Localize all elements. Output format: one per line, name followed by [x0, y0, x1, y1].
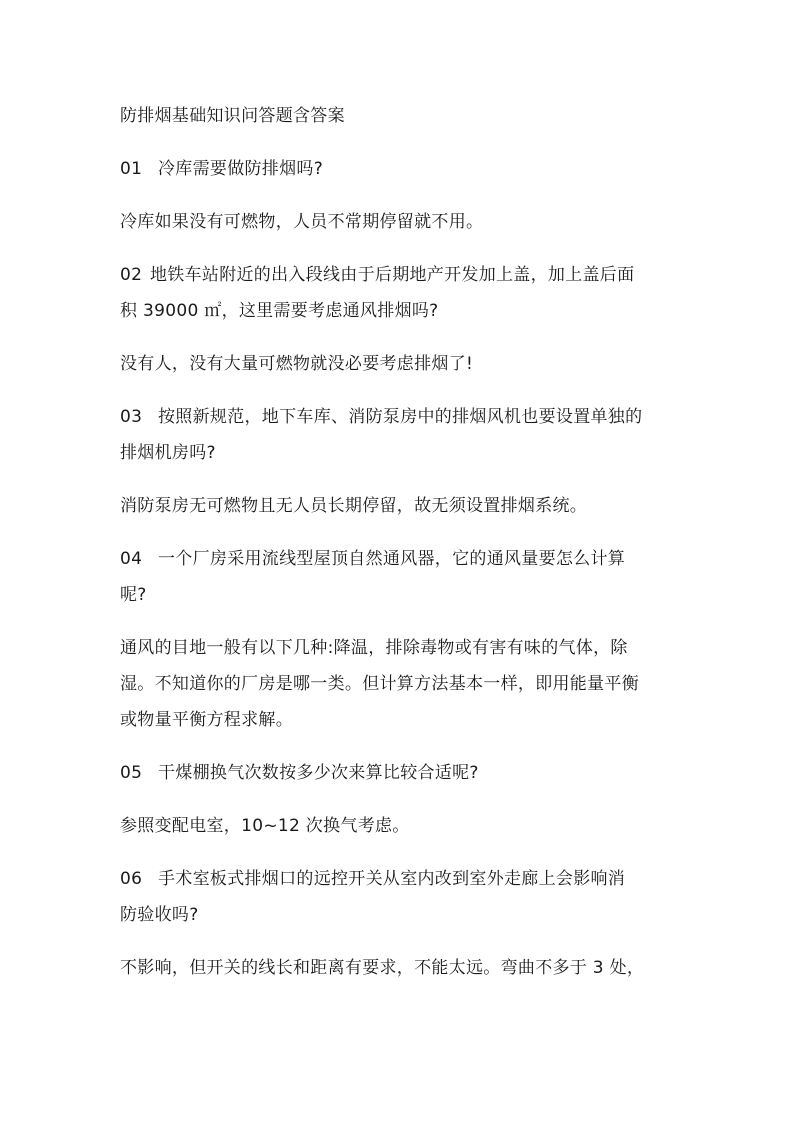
question-06	[120, 861, 680, 897]
document-body	[120, 98, 680, 986]
question-text: 干煤棚换气次数按多少次来算比较合适呢?	[158, 763, 479, 783]
question-01	[120, 151, 680, 187]
question-number: 05	[120, 763, 143, 783]
question-02	[120, 257, 680, 293]
question-number: 04	[120, 549, 143, 569]
document-title: 防排烟基础知识问答题含答案	[120, 106, 345, 126]
answer-02: 没有人，没有大量可燃物就没必要考虑排烟了!	[120, 354, 474, 374]
question-text: 一个厂房采用流线型屋顶自然通风器，它的通风量要怎么计算	[158, 549, 626, 569]
answer-04-line-2: 湿。不知道你的厂房是哪一类。但计算方法基本一样，即用能量平衡	[120, 674, 639, 694]
question-05	[120, 755, 680, 791]
question-number: 01	[120, 159, 143, 179]
question-04	[120, 541, 680, 577]
question-03	[120, 399, 680, 435]
question-text: 冷库需要做防排烟吗?	[158, 159, 324, 179]
answer-04-line-3: 或物量平衡方程求解。	[120, 710, 293, 730]
question-number: 02	[120, 265, 143, 285]
answer-01: 冷库如果没有可燃物，人员不常期停留就不用。	[120, 212, 484, 232]
question-text: 地铁车站附近的出入段线由于后期地产开发加上盖，加上盖后面	[150, 265, 635, 285]
question-02-continued: 积 39000 ㎡，这里需要考虑通风排烟吗?	[120, 301, 439, 321]
question-text: 按照新规范，地下车库、消防泵房中的排烟风机也要设置单独的	[158, 407, 643, 427]
answer-04-line-1: 通风的目地一般有以下几种:降温，排除毒物或有害有味的气体，除	[120, 638, 628, 658]
answer-03: 消防泵房无可燃物且无人员长期停留，故无须设置排烟系统。	[120, 496, 588, 516]
question-number: 06	[120, 869, 143, 889]
question-06-continued: 防验收吗?	[120, 905, 199, 925]
question-04-continued: 呢?	[120, 585, 147, 605]
answer-05: 参照变配电室，10~12 次换气考虑。	[120, 816, 410, 836]
question-03-continued: 排烟机房吗?	[120, 443, 216, 463]
question-text: 手术室板式排烟口的远控开关从室内改到室外走廊上会影响消	[158, 869, 626, 889]
question-number: 03	[120, 407, 143, 427]
answer-06: 不影响，但开关的线长和距离有要求，不能太远。弯曲不多于 3 处，	[120, 958, 645, 978]
